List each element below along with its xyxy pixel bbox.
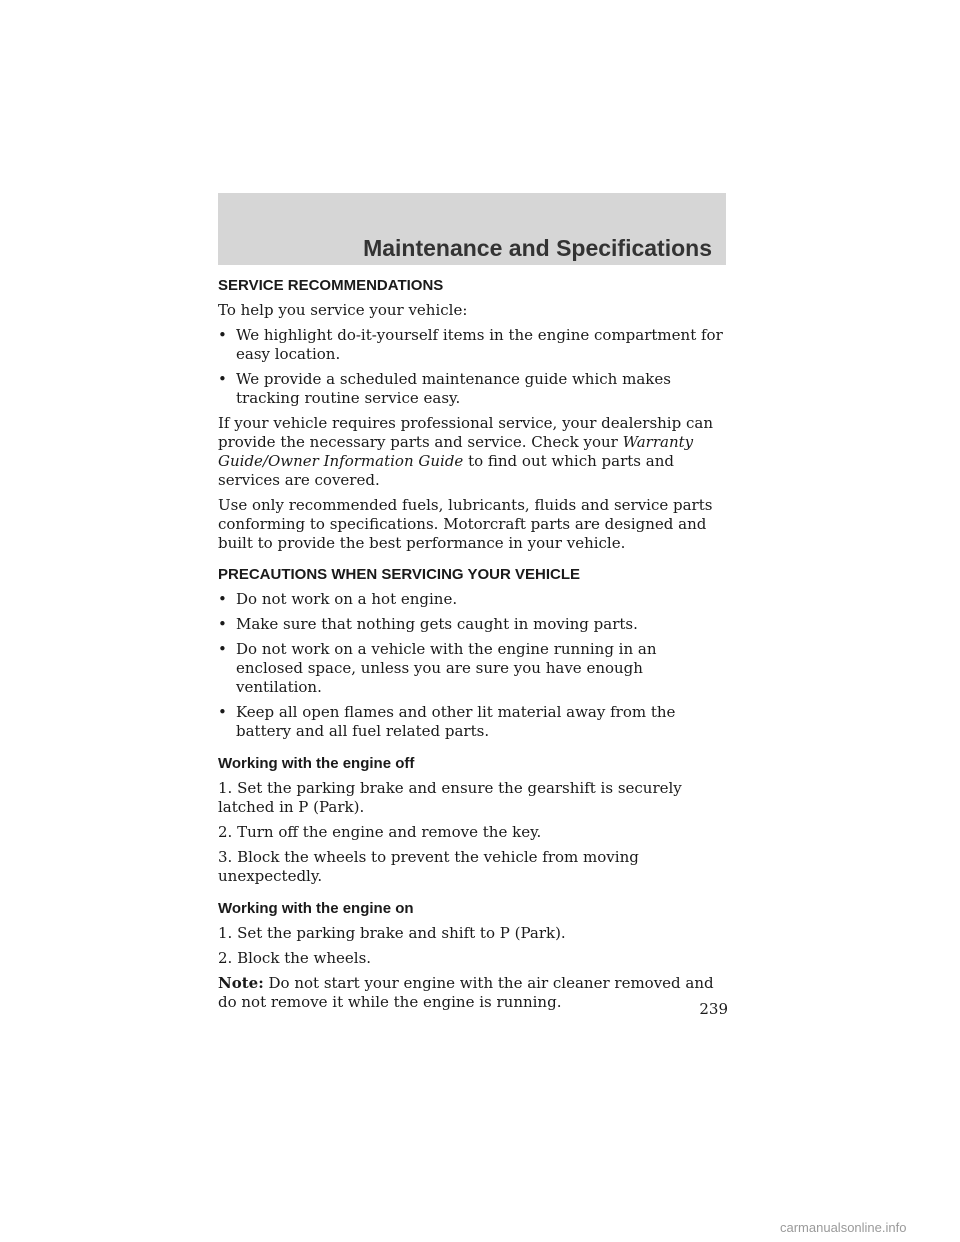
- service-bullet-list: [218, 326, 728, 408]
- watermark: carmanualsonline.info: [780, 1220, 907, 1235]
- list-item: • We highlight do-it-yourself items in the engine compartment for easy location.: [218, 326, 728, 364]
- engine-on-heading: Working with the engine on: [218, 900, 414, 917]
- service-intro: To help you service your vehicle:: [218, 301, 468, 319]
- engine-off-step: 1. Set the parking brake and ensure the gearshift is securely latched in P (Park).: [218, 779, 682, 816]
- paragraph-text: If your vehicle requires professional service, your dealership can provide the necessary parts and service. Check your: [218, 414, 713, 451]
- engine-off-step: 3. Block the wheels to prevent the vehicle from moving unexpectedly.: [218, 848, 639, 885]
- paragraph-text: to find out which parts and services are covered.: [218, 452, 674, 489]
- list-item: • We provide a scheduled maintenance guide which makes tracking routine service easy.: [218, 370, 728, 408]
- service-heading: SERVICE RECOMMENDATIONS: [218, 277, 444, 294]
- page-content: [218, 276, 728, 1012]
- list-item: • Keep all open flames and other lit material away from the battery and all fuel related parts.: [218, 703, 728, 741]
- note-paragraph: [218, 974, 728, 1012]
- list-item: • Make sure that nothing gets caught in moving parts.: [218, 615, 728, 634]
- precautions-heading: PRECAUTIONS WHEN SERVICING YOUR VEHICLE: [218, 566, 580, 583]
- warranty-guide-reference: Warranty Guide/Owner Information Guide: [218, 433, 694, 470]
- list-item: • Do not work on a vehicle with the engine running in an enclosed space, unless you are sure you have enough ventilation.: [218, 640, 728, 697]
- engine-on-step: 2. Block the wheels.: [218, 949, 372, 967]
- parts-paragraph: Use only recommended fuels, lubricants, fluids and service parts conforming to specifications. Motorcraft parts are designed and built to provide the best performance in your vehicle.: [218, 496, 713, 552]
- professional-service-paragraph: [218, 414, 728, 490]
- section-header-band: [218, 193, 726, 265]
- note-label: Note:: [218, 974, 264, 992]
- engine-on-step: 1. Set the parking brake and shift to P (Park).: [218, 924, 566, 942]
- note-text: Do not start your engine with the air cleaner removed and do not remove it while the engine is running.: [218, 974, 714, 1011]
- section-title: Maintenance and Specifications: [363, 235, 712, 261]
- page-number: 239: [699, 1000, 728, 1018]
- engine-off-heading: Working with the engine off: [218, 755, 415, 772]
- list-item: • Do not work on a hot engine.: [218, 590, 728, 609]
- precautions-bullet-list: [218, 590, 728, 741]
- engine-off-step: 2. Turn off the engine and remove the key.: [218, 823, 542, 841]
